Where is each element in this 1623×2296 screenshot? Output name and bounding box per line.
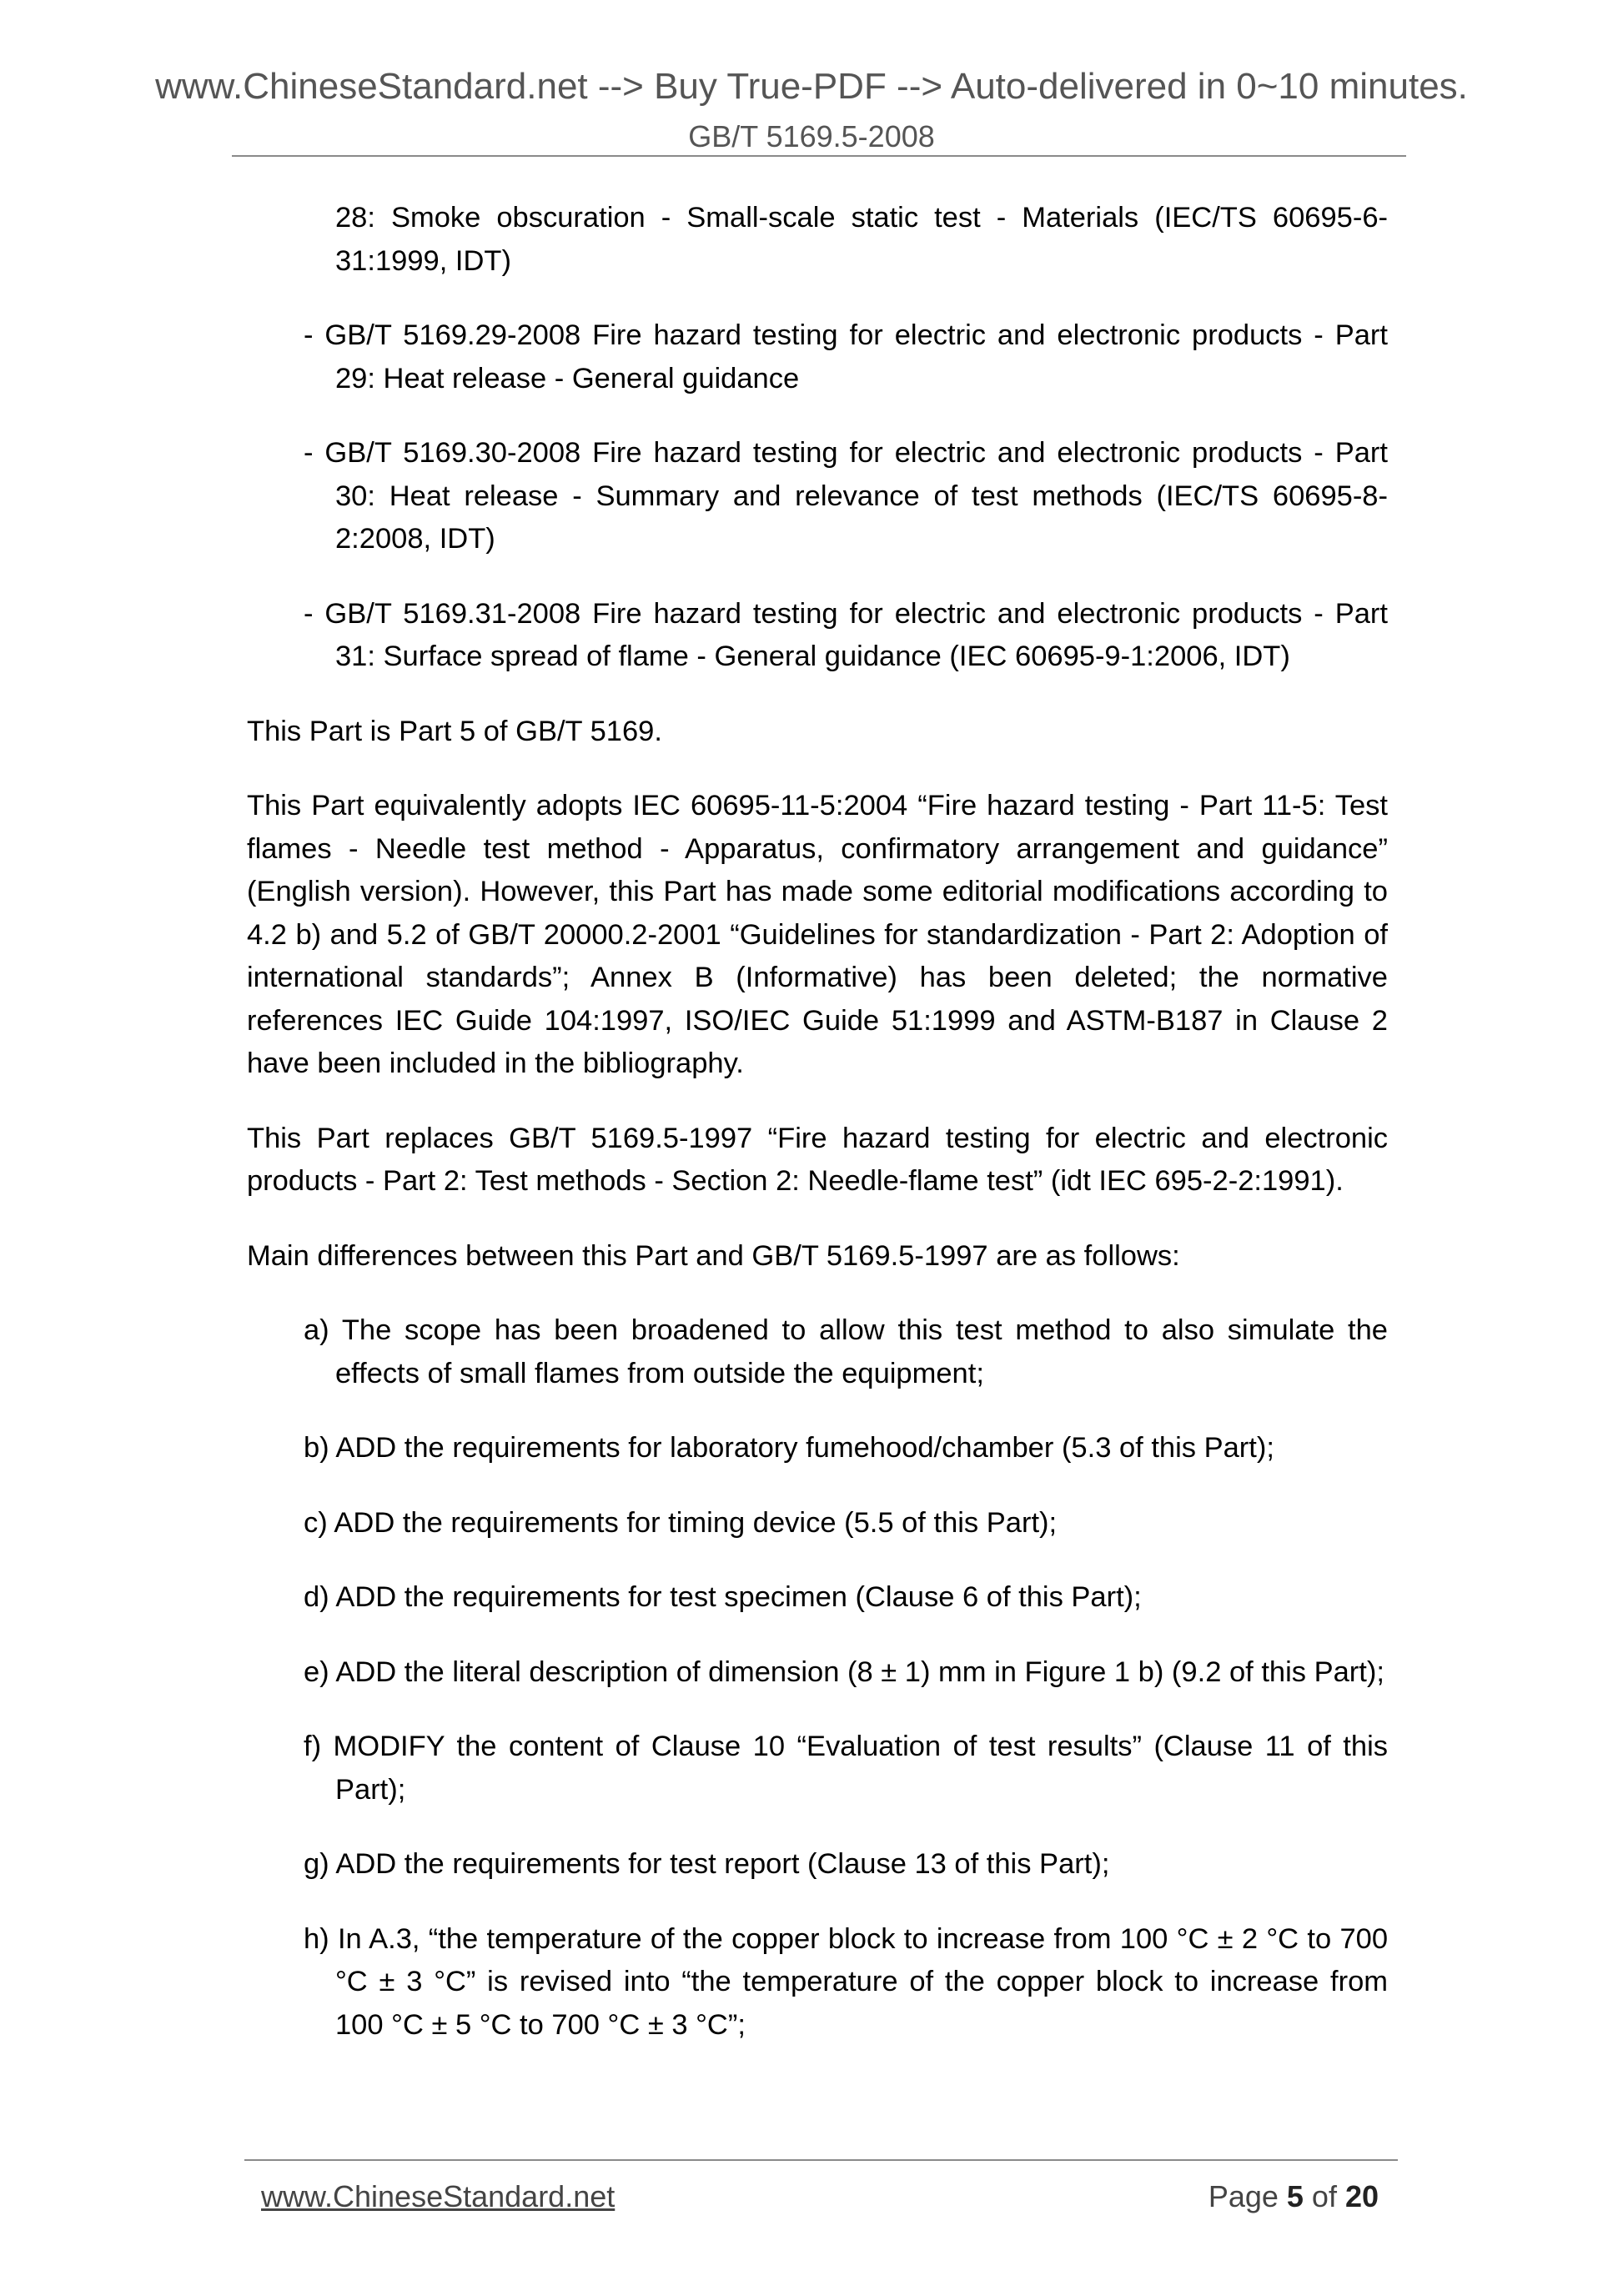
difference-item-d: d) ADD the requirements for test specimen (Clause 6 of this Part);	[304, 1581, 1142, 1613]
page-indicator	[1208, 2178, 1379, 2214]
footer-divider	[244, 2159, 1398, 2161]
page-current: 5	[1286, 2179, 1304, 2213]
paragraph-replaces: This Part replaces GB/T 5169.5-1997 “Fire hazard testing for electric and electronic products - Part 2: Test methods - Section 2: Needle-flame test” (idt IEC 695-2-2:1991).	[247, 1122, 1388, 1197]
footer-site-link[interactable]: www.ChineseStandard.net	[261, 2179, 616, 2213]
page-prefix: Page	[1208, 2179, 1287, 2213]
header-divider	[232, 155, 1406, 157]
difference-item-e: e) ADD the literal description of dimension (8 ± 1) mm in Figure 1 b) (9.2 of this Part);	[304, 1655, 1384, 1688]
standard-code: GB/T 5169.5-2008	[688, 119, 935, 153]
paragraph-differences-intro: Main differences between this Part and GB/T 5169.5-1997 are as follows:	[247, 1239, 1180, 1272]
difference-item-b: b) ADD the requirements for laboratory fumehood/chamber (5.3 of this Part);	[304, 1432, 1274, 1464]
page-of: of	[1303, 2179, 1345, 2213]
paragraph-part-of: This Part is Part 5 of GB/T 5169.	[247, 715, 662, 747]
header-title: www.ChineseStandard.net --> Buy True-PDF --> Auto-delivered in 0~10 minutes.	[155, 66, 1468, 107]
list-item-28-continuation: 28: Smoke obscuration - Small-scale static test - Materials (IEC/TS 60695-6-31:1999, IDT)	[335, 202, 1388, 277]
difference-item-g: g) ADD the requirements for test report (Clause 13 of this Part);	[304, 1848, 1110, 1880]
list-item-31: - GB/T 5169.31-2008 Fire hazard testing for electric and electronic products - Part 31: Surface spread of flame - General guidance (IEC 60695-9-1:2006, IDT)	[304, 597, 1388, 672]
list-item-30: - GB/T 5169.30-2008 Fire hazard testing for electric and electronic products - Part 30: Heat release - Summary and relevance of test methods (IEC/TS 60695-8-2:2008, IDT)	[304, 437, 1388, 555]
difference-item-f: f) MODIFY the content of Clause 10 “Evaluation of test results” (Clause 11 of this Part);	[304, 1731, 1388, 1806]
paragraph-adoption: This Part equivalently adopts IEC 60695-11-5:2004 “Fire hazard testing - Part 11-5: Test flames - Needle test method - Apparatus, confirmatory arrangement and guidance” (English version). However, this Part has made some editorial modifications according to 4.2 b) and 5.2 of GB/T 20000.2-2001 “Guidelines for standardization - Part 2: Adoption of international standards”; Annex B (Informative) has been deleted; the normative references IEC Guide 104:1997, ISO/IEC Guide 51:1999 and ASTM-B187 in Clause 2 have been included in the bibliography.	[247, 790, 1388, 1079]
document-body	[247, 197, 1388, 2078]
page-total: 20	[1344, 2179, 1379, 2213]
difference-item-a: a) The scope has been broadened to allow this test method to also simulate the effects of small flames from outside the equipment;	[304, 1314, 1388, 1389]
difference-item-c: c) ADD the requirements for timing device (5.5 of this Part);	[304, 1506, 1058, 1539]
list-item-29: - GB/T 5169.29-2008 Fire hazard testing for electric and electronic products - Part 29: Heat release - General guidance	[304, 319, 1388, 394]
difference-item-h: h) In A.3, “the temperature of the copper block to increase from 100 °C ± 2 °C to 700 °C ± 3 °C” is revised into “the temperature of the copper block to increase from 100 °C ± 5 °C to 700 °C ± 3 °C”;	[304, 1922, 1388, 2041]
